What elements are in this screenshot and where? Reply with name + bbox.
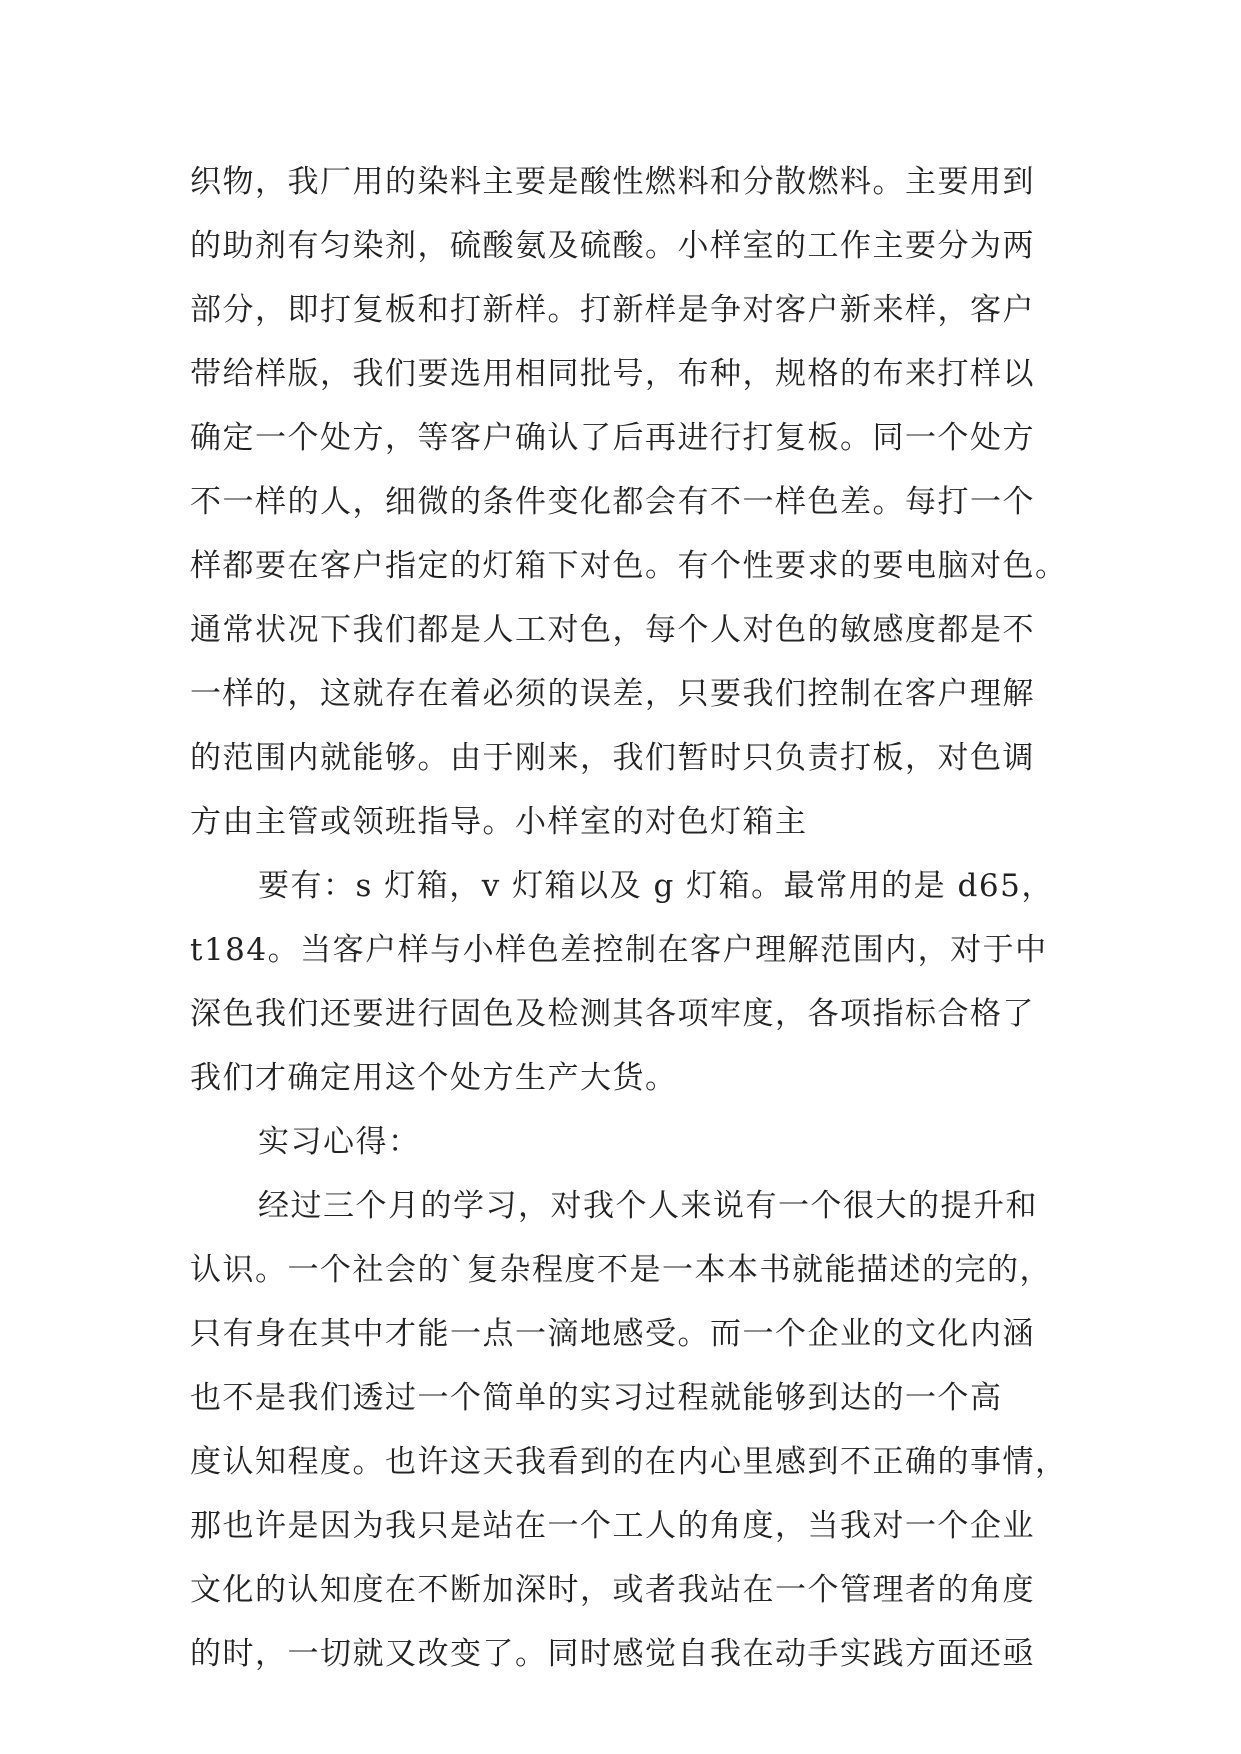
text-line: 样都要在客户指定的灯箱下对色。有个性要求的要电脑对色。 xyxy=(190,548,1068,584)
text-line: 也不是我们透过一个简单的实习过程就能够到达的一个高 xyxy=(190,1380,1003,1416)
text-line: 方由主管或领班指导。小样室的对色灯箱主 xyxy=(190,804,808,840)
text-line: 只有身在其中才能一点一滴地感受。而一个企业的文化内涵 xyxy=(190,1316,1035,1352)
text-line: 不一样的人，细微的条件变化都会有不一样色差。每打一个 xyxy=(190,484,1035,520)
text-line: 的范围内就能够。由于刚来，我们暂时只负责打板，对色调 xyxy=(190,740,1035,776)
text-line: 通常状况下我们都是人工对色，每个人对色的敏感度都是不 xyxy=(190,612,1035,648)
text-line: 经过三个月的学习，对我个人来说有一个很大的提升和 xyxy=(258,1188,1038,1224)
text-line: 认识。一个社会的`复杂程度不是一本本书就能描述的完的， xyxy=(190,1252,1052,1288)
section-heading: 实习心得： xyxy=(258,1124,421,1160)
text-line: 确定一个处方，等客户确认了后再进行打复板。同一个处方 xyxy=(190,420,1035,456)
text-line: 一样的，这就存在着必须的误差，只要我们控制在客户理解 xyxy=(190,676,1035,712)
text-line: 文化的认知度在不断加深时，或者我站在一个管理者的角度 xyxy=(190,1572,1035,1608)
text-line: 织物，我厂用的染料主要是酸性燃料和分散燃料。主要用到 xyxy=(190,164,1035,200)
text-line: 的助剂有匀染剂，硫酸氨及硫酸。小样室的工作主要分为两 xyxy=(190,228,1035,264)
text-line: t184。当客户样与小样色差控制在客户理解范围内，对于中 xyxy=(190,932,1048,968)
text-line: 带给样版，我们要选用相同批号，布种，规格的布来打样以 xyxy=(190,356,1035,392)
text-line: 那也许是因为我只是站在一个工人的角度，当我对一个企业 xyxy=(190,1508,1035,1544)
body-text xyxy=(190,150,1068,1686)
text-line: 度认知程度。也许这天我看到的在内心里感到不正确的事情， xyxy=(190,1444,1068,1480)
text-line: 要有：s 灯箱，v 灯箱以及 g 灯箱。最常用的是 d65， xyxy=(258,868,1054,904)
text-line: 部分，即打复板和打新样。打新样是争对客户新来样，客户 xyxy=(190,292,1035,328)
text-line: 的时，一切就又改变了。同时感觉自我在动手实践方面还亟 xyxy=(190,1636,1035,1672)
text-line: 我们才确定用这个处方生产大货。 xyxy=(190,1060,678,1096)
text-line: 深色我们还要进行固色及检测其各项牢度，各项指标合格了 xyxy=(190,996,1035,1032)
